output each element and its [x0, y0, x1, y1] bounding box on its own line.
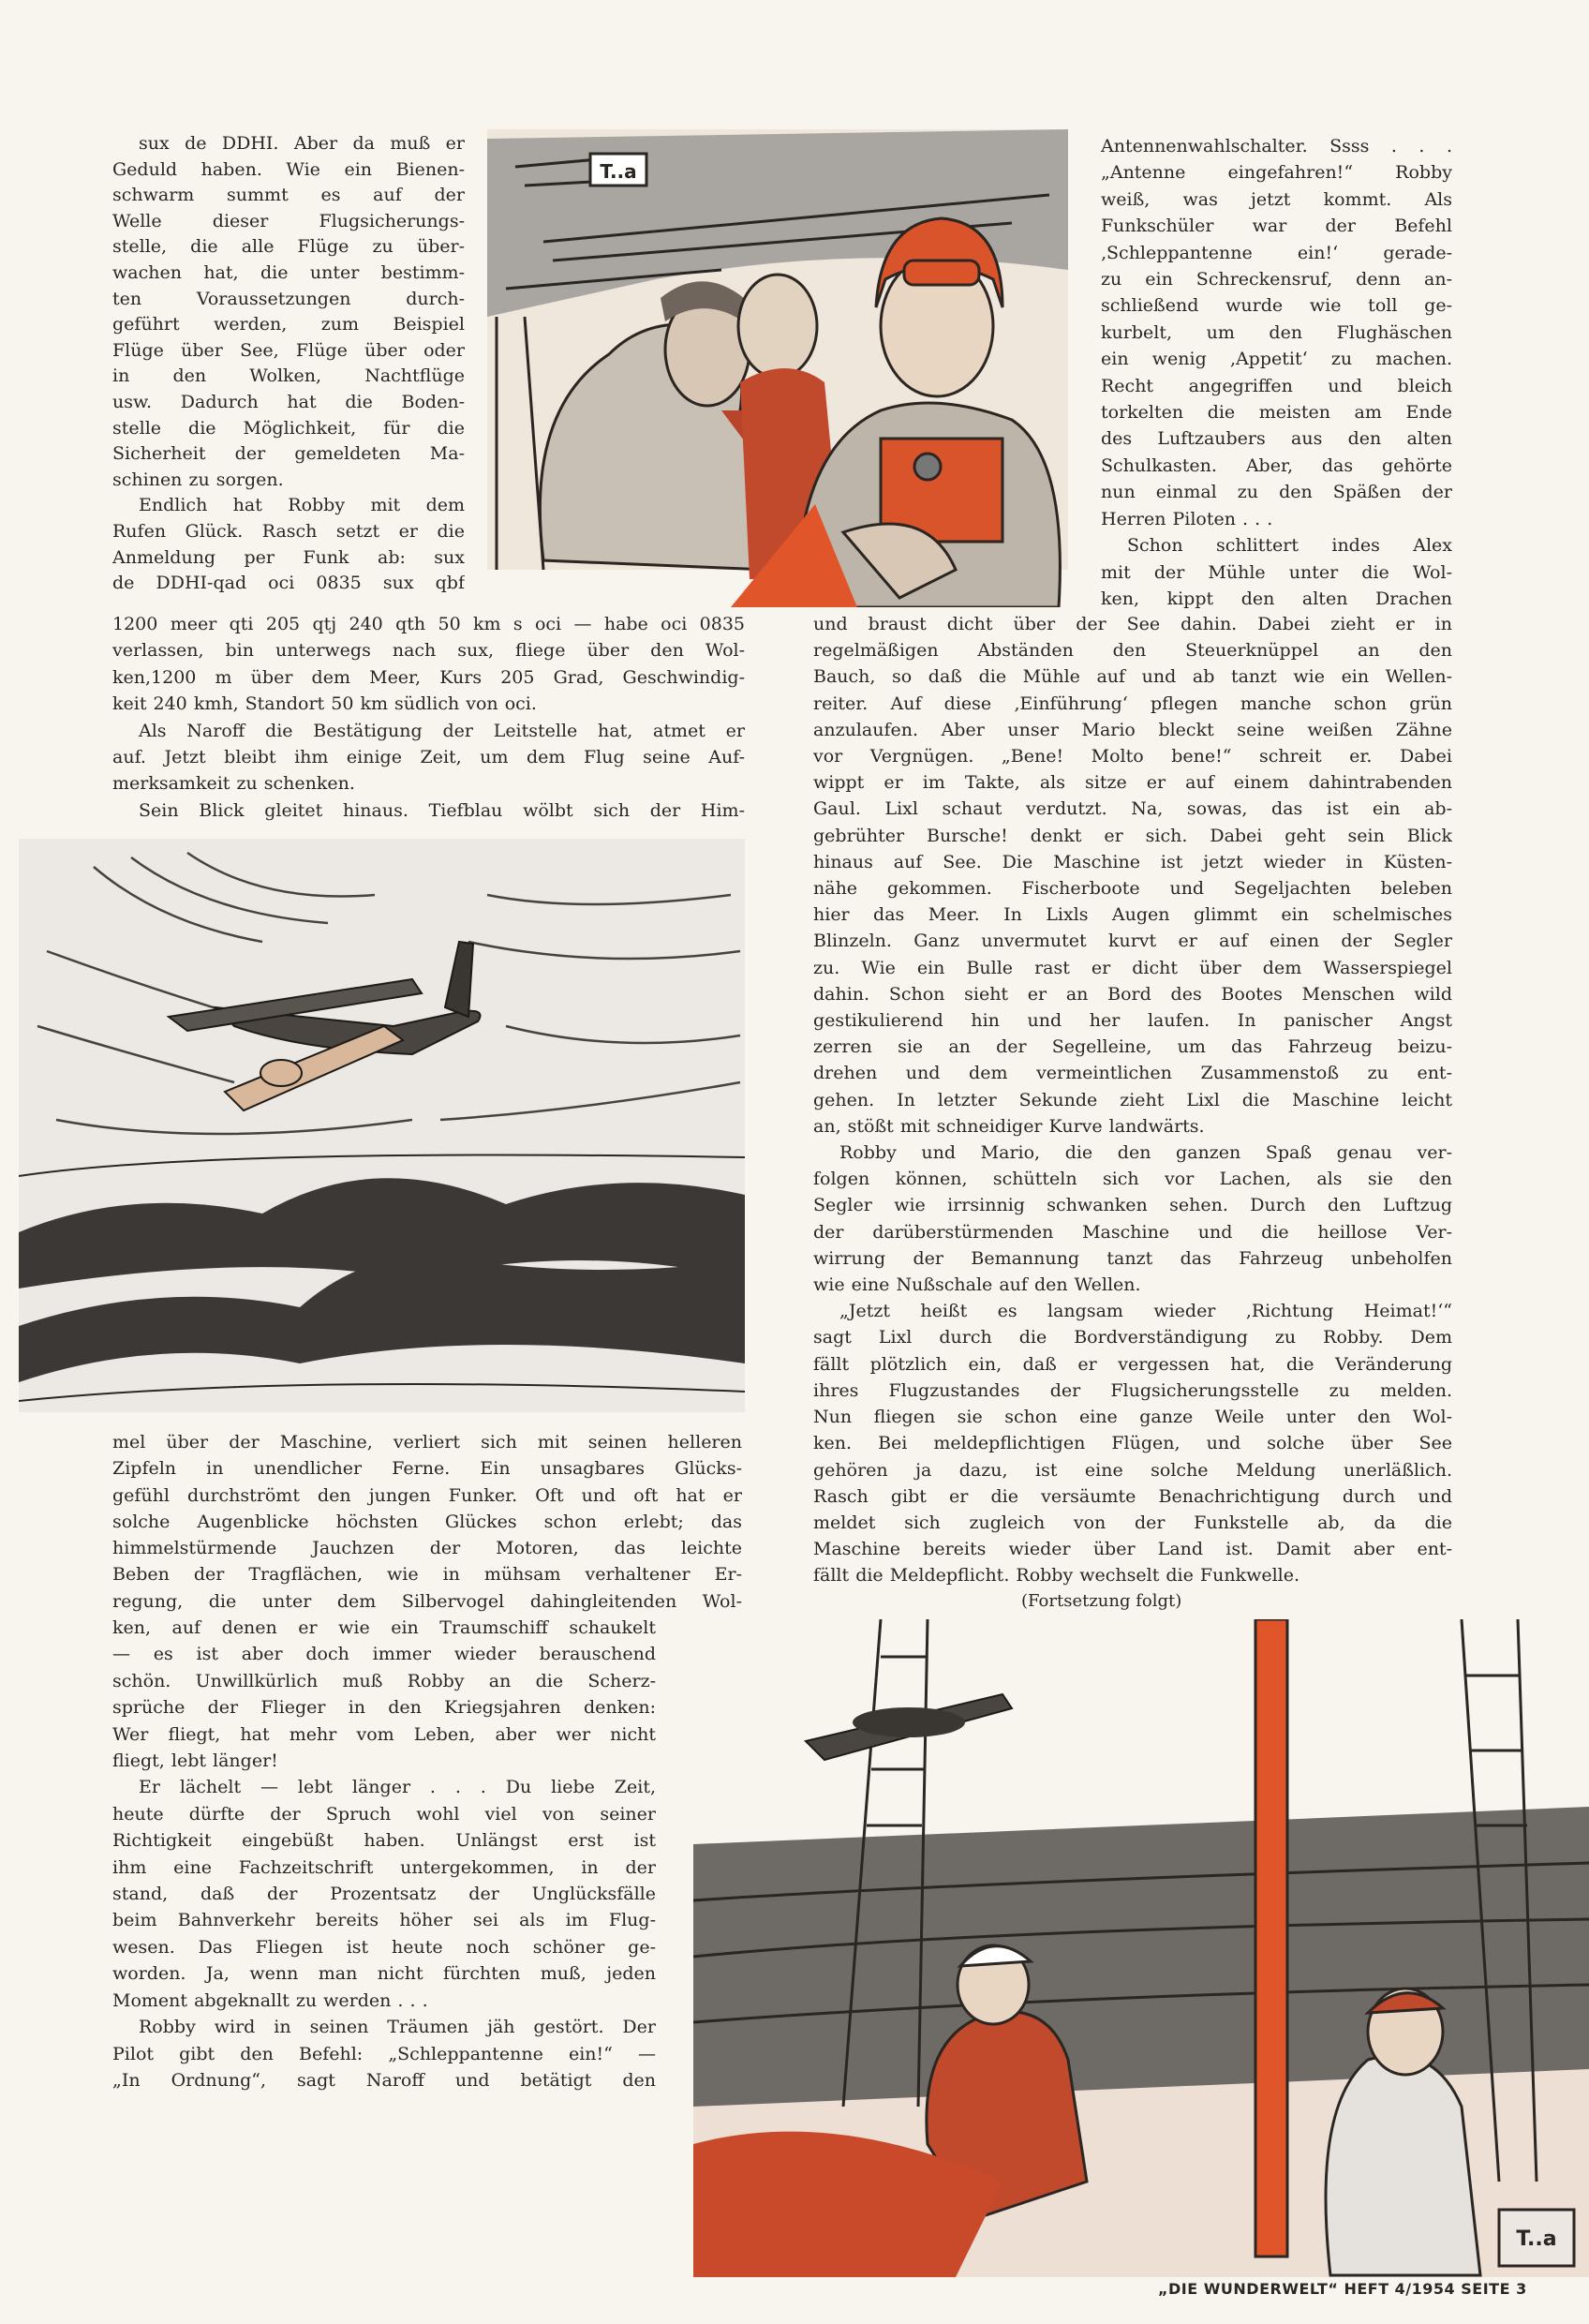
- artist-signature: T..a: [600, 160, 637, 183]
- text-line: ken, auf denen er wie ein Traumschiff schaukelt: [112, 1617, 656, 1638]
- text-line: sux de DDHI. Aber da muß er: [139, 133, 465, 154]
- text-block-left-mid: [112, 611, 745, 824]
- text-line: und braust dicht über der See dahin. Dabei zieht er in: [813, 614, 1452, 634]
- text-line: Richtigkeit eingebüßt haben. Unlängst erst ist: [112, 1830, 656, 1852]
- text-line: regung, die unter dem Silbervogel dahingleitenden Wol-: [112, 1590, 742, 1612]
- text-line: Geduld haben. Wie ein Bienen-: [112, 158, 465, 180]
- text-line: usw. Dadurch hat die Boden-: [112, 391, 465, 412]
- text-line: vor Vergnügen. „Bene! Molto bene!“ schreit er. Dabei: [813, 746, 1452, 767]
- text-line: mit der Mühle unter die Wol-: [1101, 561, 1452, 583]
- text-line: ten Voraussetzungen durch-: [112, 288, 465, 309]
- text-line: stelle, die alle Flüge zu über-: [112, 236, 465, 258]
- paragraph: [112, 493, 465, 596]
- paragraph: [112, 1615, 656, 1774]
- text-line: des Luftzaubers aus den alten: [1101, 428, 1452, 450]
- text-line: meldet sich zugleich von der Funkstelle ab, da die: [813, 1512, 1452, 1533]
- text-line: geführt werden, zum Beispiel: [112, 314, 465, 335]
- text-line: „Jetzt heißt es langsam wieder ‚Richtung Heimat!‘“: [839, 1301, 1452, 1322]
- cockpit-illustration: [487, 129, 1077, 607]
- paragraph: [112, 2014, 656, 2093]
- text-line: auf. Jetzt bleibt ihm einige Zeit, um dem Flug seine Auf-: [112, 747, 745, 768]
- text-line: Als Naroff die Bestätigung der Leitstelle hat, atmet er: [139, 720, 745, 741]
- text-line: fällt die Meldepflicht. Robby wechselt die Funkwelle.: [813, 1565, 1300, 1587]
- text-line: stelle die Möglichkeit, für die: [112, 417, 465, 439]
- text-line: Herren Piloten . . .: [1101, 508, 1273, 529]
- paragraph: [1101, 532, 1452, 612]
- text-line: Flüge über See, Flüge über oder: [112, 339, 465, 361]
- text-block-right-top: [1101, 133, 1452, 612]
- text-line: in den Wolken, Nachtflüge: [112, 365, 465, 387]
- text-line: reiter. Auf diese ‚Einführung‘ pflegen manche schon grün: [813, 693, 1452, 714]
- text-line: Robby und Mario, die den ganzen Spaß genau ver-: [839, 1142, 1452, 1164]
- text-line: gefühl durchströmt den jungen Funker. Oft und oft hat er: [112, 1484, 742, 1506]
- text-line: Sein Blick gleitet hinaus. Tiefblau wölbt sich der Him-: [139, 799, 745, 821]
- text-line: stand, daß der Prozentsatz der Unglücksfälle: [112, 1884, 656, 1905]
- text-line: de DDHI-qad oci 0835 sux qbf: [112, 573, 465, 594]
- text-line: Bauch, so daß die Mühle auf und ab tanzt wie ein Wellen-: [813, 666, 1452, 688]
- text-line: Wer fliegt, hat mehr vom Leben, aber wer nicht: [112, 1723, 656, 1745]
- text-line: himmelstürmende Jauchzen der Motoren, das leichte: [112, 1538, 742, 1559]
- text-line: merksamkeit zu schenken.: [112, 773, 355, 795]
- text-line: dahin. Schon sieht er an Bord des Bootes Menschen wild: [813, 983, 1452, 1005]
- plane-over-sea-illustration: [19, 839, 745, 1412]
- text-line: regelmäßigen Abständen den Steuerknüppel an den: [813, 640, 1452, 662]
- paragraph: [112, 1774, 656, 2014]
- paragraph: [813, 1140, 1452, 1298]
- text-line: torkelten die meisten am Ende: [1101, 402, 1452, 424]
- text-line: Funkschüler war der Befehl: [1101, 216, 1452, 237]
- text-line: ken,1200 m über dem Meer, Kurs 205 Grad, Geschwindig-: [112, 666, 745, 688]
- text-line: zu ein Schreckensruf, denn an-: [1101, 269, 1452, 290]
- text-line: Segler wie irrsinnig schwanken sehen. Durch den Luftzug: [813, 1195, 1452, 1216]
- text-line: schließend wurde wie toll ge-: [1101, 295, 1452, 317]
- text-line: solche Augenblicke höchsten Glückes schon erlebt; das: [112, 1511, 742, 1532]
- text-line: Recht angegriffen und bleich: [1101, 375, 1452, 396]
- text-line: Moment abgeknallt zu werden . . .: [112, 1989, 428, 2011]
- text-line: schön. Unwillkürlich muß Robby an die Scherz-: [112, 1670, 656, 1691]
- text-line: keit 240 kmh, Standort 50 km südlich von oci.: [112, 693, 537, 715]
- text-line: gestikulierend hin und her laufen. In panischer Angst: [813, 1010, 1452, 1032]
- text-line: Rufen Glück. Rasch setzt er die: [112, 520, 465, 542]
- text-line: Schulkasten. Aber, das gehörte: [1101, 454, 1452, 476]
- text-line: Sicherheit der gemeldeten Ma-: [112, 443, 465, 465]
- text-line: beim Bahnverkehr bereits höher sei als im Flug-: [112, 1910, 656, 1931]
- text-line: ein wenig ‚Appetit‘ zu machen.: [1101, 349, 1452, 370]
- text-line: nähe gekommen. Fischerboote und Segeljachten beleben: [813, 878, 1452, 900]
- text-line: wachen hat, die unter bestimm-: [112, 261, 465, 283]
- text-line: gebrühter Bursche! denkt er sich. Dabei geht sein Blick: [813, 825, 1452, 846]
- text-line: Antennenwahlschalter. Ssss . . .: [1101, 136, 1452, 156]
- text-line: wippt er im Takte, als sitze er auf einem dahintrabenden: [813, 772, 1452, 794]
- text-line: gehören ja dazu, ist eine solche Meldung unerläßlich.: [813, 1459, 1452, 1481]
- paragraph: [112, 611, 745, 718]
- text-line: Gaul. Lixl schaut verdutzt. Na, sowas, das ist ein ab-: [813, 798, 1452, 820]
- text-line: nun einmal zu den Späßen der: [1101, 482, 1452, 503]
- text-line: Beben der Tragflächen, wie in mühsam verhaltener Er-: [112, 1564, 742, 1586]
- text-line: ken, kippt den alten Drachen: [1101, 588, 1452, 609]
- text-line: Robby wird in seinen Träumen jäh gestört. Der: [139, 2017, 656, 2038]
- text-line: fliegt, lebt länger!: [112, 1750, 278, 1772]
- text-line: Blinzeln. Ganz unvermutet kurvt er auf einen der Segler: [813, 931, 1452, 952]
- paragraph: [112, 718, 745, 797]
- text-line: Endlich hat Robby mit dem: [139, 495, 465, 516]
- text-line: Anmeldung per Funk ab: sux: [112, 546, 465, 568]
- text-line: — es ist aber doch immer wieder berauschend: [112, 1644, 656, 1665]
- text-line: „In Ordnung“, sagt Naroff und betätigt den: [112, 2069, 656, 2091]
- text-line: hier das Meer. In Lixls Augen glimmt ein schelmisches: [813, 904, 1452, 926]
- text-line: wie eine Nußschale auf den Wellen.: [813, 1274, 1141, 1296]
- text-line: Nun fliegen sie schon eine ganze Weile unter den Wol-: [813, 1407, 1452, 1428]
- text-line: wesen. Das Fliegen ist heute noch schöner ge-: [112, 1936, 656, 1958]
- text-line: Rasch gibt er die versäumte Benachrichtigung durch und: [813, 1485, 1452, 1507]
- text-line: folgen können, schütteln sich vor Lachen, als sie den: [813, 1169, 1452, 1190]
- text-line: schinen zu sorgen.: [112, 469, 284, 490]
- paragraph: [112, 131, 465, 493]
- text-line: Welle dieser Flugsicherungs-: [112, 210, 465, 231]
- text-line: hinaus auf See. Die Maschine ist jetzt wieder in Küsten-: [813, 851, 1452, 872]
- text-block-left-low: [112, 1615, 656, 2093]
- text-line: worden. Ja, wenn man nicht fürchten muß, jeden: [112, 1963, 656, 1985]
- text-line: Pilot gibt den Befehl: „Schleppantenne ein!“ —: [112, 2043, 656, 2064]
- text-line: kurbelt, um den Flughäschen: [1101, 321, 1452, 343]
- paragraph: [813, 611, 1452, 1140]
- text-line: Maschine bereits wieder über Land ist. Damit aber ent-: [813, 1539, 1452, 1560]
- text-line: gehen. In letzter Sekunde zieht Lixl die Maschine leicht: [813, 1089, 1452, 1110]
- text-line: 1200 meer qti 205 qtj 240 qth 50 km s oci — habe oci 0835: [112, 614, 745, 634]
- text-line: Zipfeln in unendlicher Ferne. Ein unsagbares Glücks-: [112, 1458, 742, 1480]
- text-line: schwarm summt es auf der: [112, 185, 465, 206]
- text-line: zu. Wie ein Bulle rast er dicht über dem Wasserspiegel: [813, 957, 1452, 978]
- text-line: drehen und dem vermeintlichen Zusammenstoß zu ent-: [813, 1063, 1452, 1084]
- text-line: zerren sie an der Segelleine, um das Fahrzeug beizu-: [813, 1036, 1452, 1058]
- paragraph: [112, 797, 745, 824]
- text-line: wirrung der Bemannung tanzt das Fahrzeug unbeholfen: [813, 1247, 1452, 1269]
- text-block-right-main: [813, 611, 1452, 1589]
- text-line: sprüche der Flieger in den Kriegsjahren denken:: [112, 1697, 656, 1719]
- text-line: sagt Lixl durch die Bordverständigung zu Robby. Dem: [813, 1327, 1452, 1348]
- text-line: ken. Bei meldepflichtigen Flügen, und solche über See: [813, 1433, 1452, 1454]
- text-line: fällt plötzlich ein, daß er vergessen hat, die Veränderung: [813, 1353, 1452, 1375]
- page-footer: „DIE WUNDERWELT“ HEFT 4/1954 SEITE 3: [1158, 2280, 1527, 2298]
- continuation-note: (Fortsetzung folgt): [1021, 1591, 1182, 1611]
- paragraph: [112, 1429, 742, 1615]
- text-line: anzulaufen. Aber unser Mario bleckt seine weißen Zähne: [813, 719, 1452, 740]
- paragraph: [813, 1298, 1452, 1588]
- text-line: mel über der Maschine, verliert sich mit seinen helleren: [112, 1432, 742, 1452]
- text-line: heute dürfte der Spruch wohl viel von seiner: [112, 1803, 656, 1825]
- paragraph: [1101, 133, 1452, 532]
- text-line: ‚Schleppantenne ein!‘ gerade-: [1101, 242, 1452, 263]
- text-line: an, stößt mit schneidiger Kurve landwärts.: [813, 1115, 1205, 1137]
- text-line: weiß, was jetzt kommt. Als: [1101, 188, 1452, 210]
- text-line: ihres Flugzustandes der Flugsicherungsstelle zu melden.: [813, 1379, 1452, 1401]
- text-line: Schon schlittert indes Alex: [1127, 535, 1452, 557]
- text-block-left-low-wide: [112, 1429, 742, 1615]
- text-line: ihm eine Fachzeitschrift untergekommen, in der: [112, 1856, 656, 1878]
- text-block-left-top: [112, 131, 465, 597]
- ship-deck-illustration: [693, 1619, 1589, 2277]
- artist-signature: T..a: [1516, 2227, 1557, 2251]
- text-line: Er lächelt — lebt länger . . . Du liebe Zeit,: [139, 1777, 656, 1798]
- text-line: „Antenne eingefahren!“ Robby: [1101, 162, 1452, 184]
- text-line: verlassen, bin unterwegs nach sux, fliege über den Wol-: [112, 640, 745, 662]
- text-line: der darüberstürmenden Maschine und die heillose Ver-: [813, 1221, 1452, 1243]
